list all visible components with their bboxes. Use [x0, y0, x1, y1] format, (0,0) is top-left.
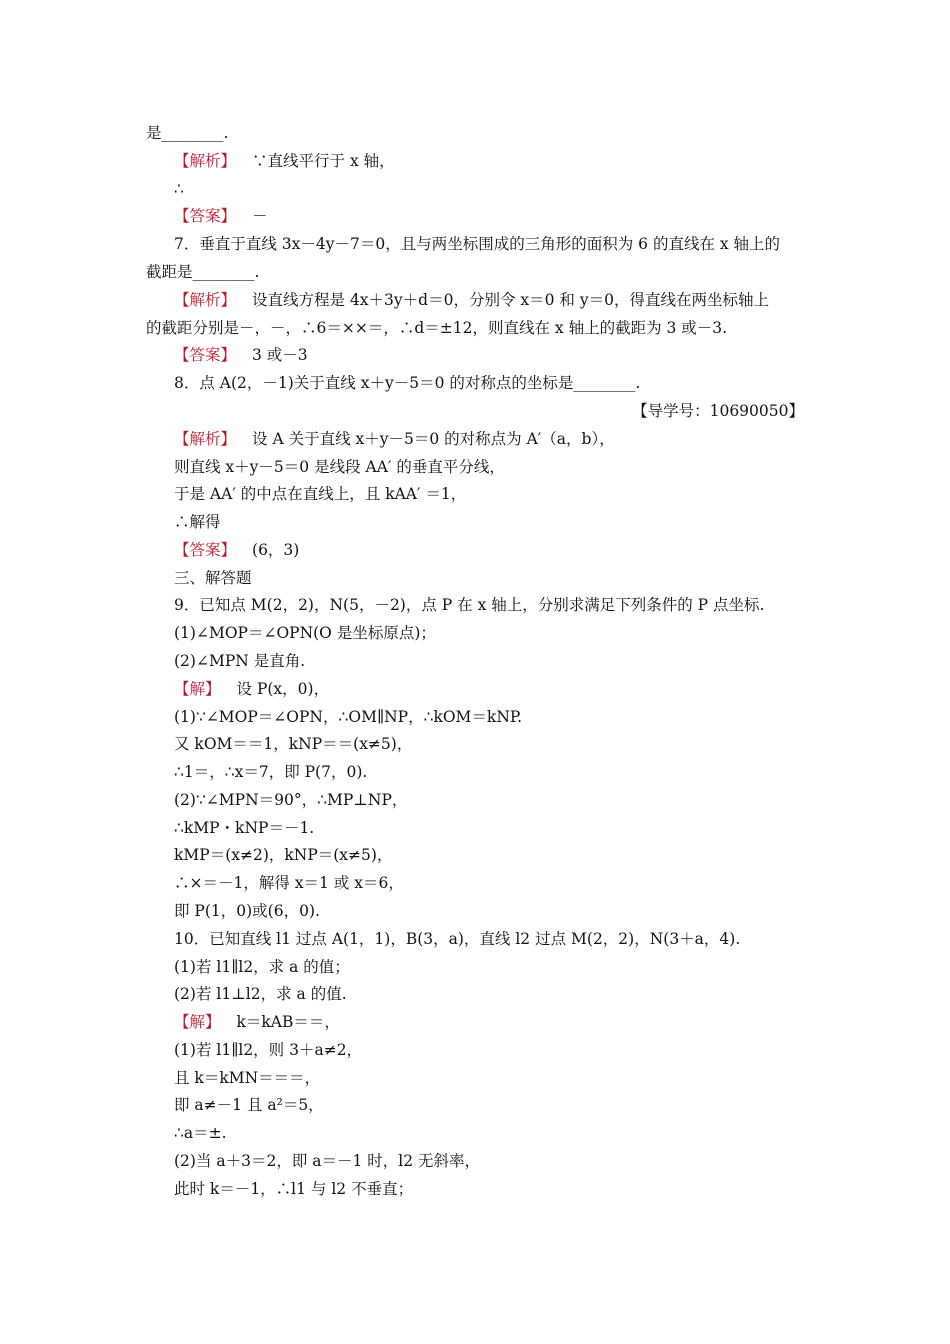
- analysis-tag: 【解析】: [174, 152, 237, 170]
- text-line: (1)∵∠MOP＝∠OPN，∴OM∥NP，∴kOM＝kNP.: [174, 708, 523, 726]
- text-line: 是________.: [146, 124, 229, 142]
- analysis-tag: 【解析】: [174, 291, 237, 309]
- text-line: ∴a＝±.: [174, 1124, 227, 1142]
- text-line: kMP＝(x≠2)，kNP＝(x≠5)，: [174, 846, 393, 864]
- question-line: 9．已知点 M(2，2)，N(5，－2)，点 P 在 x 轴上，分别求满足下列条件的 P 点坐标.: [174, 596, 765, 614]
- text-line: (2)当 a＋3＝2，即 a＝－1 时，l2 无斜率，: [174, 1152, 481, 1170]
- solution-tag: 【解】: [174, 1013, 221, 1031]
- analysis-line: 【解析】 设 A 关于直线 x＋y－5＝0 的对称点为 A′（a，b），: [174, 430, 615, 448]
- analysis-line: 【解析】 设直线方程是 4x＋3y＋d＝0，分别令 x＝0 和 y＝0，得直线在两坐标轴上: [174, 291, 769, 309]
- question-line: 7．垂直于直线 3x－4y－7＝0，且与两坐标围成的三角形的面积为 6 的直线在 x 轴上的: [174, 235, 781, 253]
- text-line: ∴: [174, 180, 184, 198]
- text-line: 且 k＝kMN＝＝＝，: [174, 1069, 321, 1087]
- answer-tag: 【答案】: [174, 541, 237, 559]
- text-line: (2)若 l1⊥l2，求 a 的值.: [174, 985, 347, 1003]
- text-line: 即 a≠－1 且 a²＝5，: [174, 1096, 324, 1114]
- answer-tag: 【答案】: [174, 346, 237, 364]
- text-line: (2)∠MPN 是直角.: [174, 652, 306, 670]
- text-line: 又 kOM＝＝1，kNP＝＝(x≠5)，: [174, 735, 413, 753]
- text-line: ∴1＝，∴x＝7，即 P(7，0).: [174, 763, 368, 781]
- text-line: 即 P(1，0)或(6，0).: [174, 902, 320, 920]
- question-line: 10．已知直线 l1 过点 A(1，1)，B(3，a)，直线 l2 过点 M(2，2)，N(3＋a，4).: [174, 930, 741, 948]
- text-line: 于是 AA′ 的中点在直线上，且 kAA′ ＝1，: [174, 485, 467, 503]
- section-heading: 三、解答题: [174, 569, 252, 587]
- solution-line: 【解】 k＝kAB＝＝，: [174, 1013, 340, 1031]
- answer-line: 【答案】 3 或－3: [174, 346, 308, 364]
- answer-tag: 【答案】: [174, 207, 237, 225]
- text-line: (1)∠MOP＝∠OPN(O 是坐标原点)；: [174, 624, 436, 642]
- analysis-line: 【解析】 ∵直线平行于 x 轴，: [174, 152, 395, 170]
- solution-line: 【解】 设 P(x，0)，: [174, 680, 330, 698]
- answer-line: 【答案】 (6，3): [174, 541, 300, 559]
- text-line: (1)若 l1∥l2，则 3＋a≠2，: [174, 1041, 363, 1059]
- text-line: ∴解得: [174, 513, 221, 531]
- solution-tag: 【解】: [174, 680, 221, 698]
- text-line: 此时 k＝－1，∴l1 与 l2 不垂直；: [174, 1180, 414, 1198]
- text-line: ∴×＝－1，解得 x＝1 或 x＝6，: [174, 874, 404, 892]
- text-line: 的截距分别是－，－，∴6＝××＝，∴d＝±12，则直线在 x 轴上的截距为 3 或－3.: [146, 319, 728, 337]
- question-line: 8．点 A(2，－1)关于直线 x＋y－5＝0 的对称点的坐标是________.: [174, 374, 641, 392]
- guide-number: 【导学号：10690050】: [632, 402, 804, 420]
- text-line: 则直线 x＋y－5＝0 是线段 AA′ 的垂直平分线，: [174, 458, 505, 476]
- answer-line: 【答案】 －: [174, 207, 268, 225]
- text-line: (1)若 l1∥l2，求 a 的值；: [174, 958, 350, 976]
- text-line: (2)∵∠MPN＝90°，∴MP⊥NP，: [174, 791, 408, 809]
- text-line: ∴kMP・kNP＝－1.: [174, 819, 315, 837]
- text-line: 截距是________.: [146, 263, 260, 281]
- analysis-tag: 【解析】: [174, 430, 237, 448]
